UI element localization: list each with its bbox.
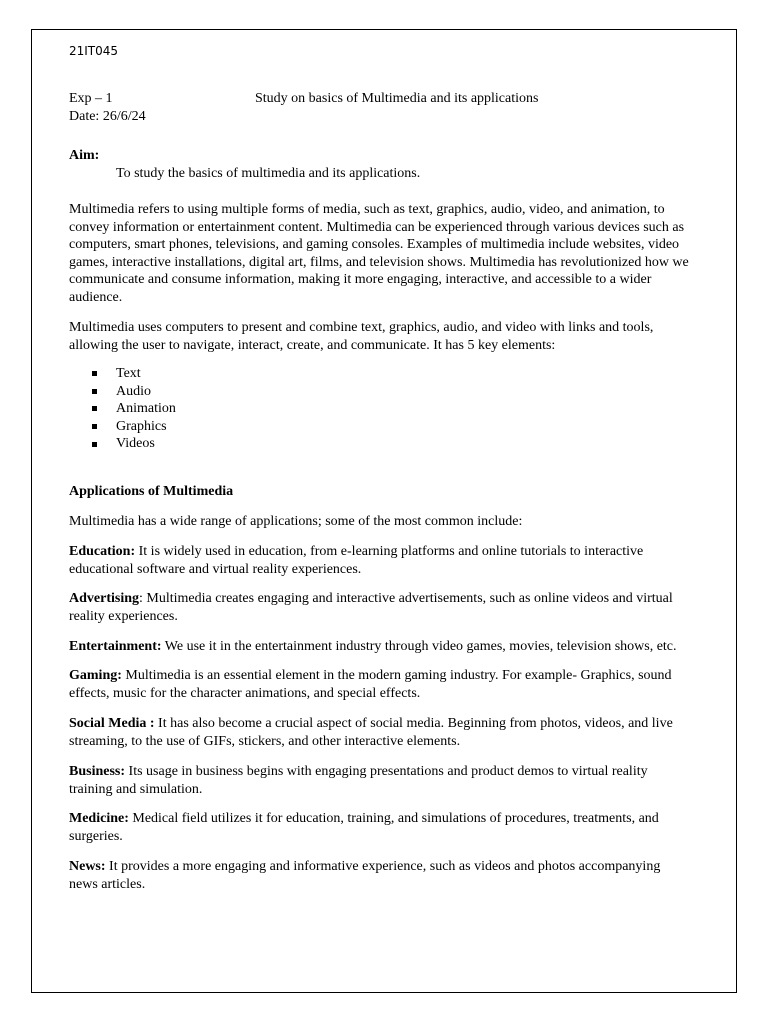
bullet-icon xyxy=(92,406,97,411)
document-title: Study on basics of Multimedia and its applications xyxy=(255,91,539,106)
elements-line: Multimedia uses computers to present and combine text, graphics, audio, and video with links and tools, xyxy=(69,320,654,335)
applications-intro: Multimedia has a wide range of applications; some of the most common include: xyxy=(69,514,523,529)
application-label: Advertising xyxy=(69,591,139,606)
aim-heading: Aim: xyxy=(69,148,100,163)
intro-line: communicate and consume information, making it more engaging, interactive, and accessible to a wider xyxy=(69,272,652,288)
application-label: Gaming: xyxy=(69,668,122,683)
list-item: Animation xyxy=(92,400,176,418)
application-label: Entertainment: xyxy=(69,639,162,654)
application-entertainment: Entertainment: We use it in the entertainment industry through video games, movies, television shows, etc. xyxy=(69,639,677,654)
application-education: Education: It is widely used in education, from e-learning platforms and online tutorials to interactive educational software and virtual reality experiences. xyxy=(69,544,644,577)
student-id: 21IT045 xyxy=(69,44,119,58)
application-label: Medicine: xyxy=(69,811,129,826)
application-medicine: Medicine: Medical field utilizes it for education, training, and simulations of procedures, treatments, and surgeries. xyxy=(69,811,659,844)
bullet-icon xyxy=(92,371,97,376)
intro-line: computers, smart phones, televisions, and gaming consoles. Examples of multimedia include websites, video xyxy=(69,237,680,253)
intro-line: games, interactive installations, digital art, films, and television shows. Multimedia has revolutionized how we xyxy=(69,254,689,270)
intro-line: convey information or entertainment content. Multimedia can be experienced through various devices such as xyxy=(69,219,685,235)
application-news: News: It provides a more engaging and informative experience, such as videos and photos accompanying news articles. xyxy=(69,859,661,892)
elements-list xyxy=(92,365,176,453)
list-item: Graphics xyxy=(92,418,176,436)
list-item: Audio xyxy=(92,383,176,401)
application-social-media: Social Media : It has also become a crucial aspect of social media. Beginning from photos, videos, and live streaming, to the use of GIFs, stickers, and other interactive elements. xyxy=(69,716,673,749)
application-label: Social Media : xyxy=(69,716,155,731)
intro-line: Multimedia refers to using multiple forms of media, such as text, graphics, audio, video, and animation, to xyxy=(69,202,665,217)
applications-heading: Applications of Multimedia xyxy=(69,484,234,499)
bullet-icon xyxy=(92,424,97,429)
list-item: Videos xyxy=(92,435,176,453)
application-gaming: Gaming: Multimedia is an essential element in the modern gaming industry. For example- Graphics, sound effects, music for the character animations, and special effects. xyxy=(69,668,672,701)
intro-paragraph xyxy=(69,201,709,307)
application-label: Business: xyxy=(69,764,126,779)
bullet-icon xyxy=(92,389,97,394)
application-label: News: xyxy=(69,859,106,874)
application-label: Education: xyxy=(69,544,136,559)
aim-text: To study the basics of multimedia and its applications. xyxy=(116,166,421,181)
application-business: Business: Its usage in business begins with engaging presentations and product demos to virtual reality training and simulation. xyxy=(69,764,648,797)
bullet-icon xyxy=(92,442,97,447)
application-advertising: Advertising: Multimedia creates engaging and interactive advertisements, such as online videos and virtual reality experiences. xyxy=(69,591,673,624)
elements-line: allowing the user to navigate, interact, create, and communicate. It has 5 key elements: xyxy=(69,337,556,353)
intro-line: audience. xyxy=(69,289,123,305)
list-item: Text xyxy=(92,365,176,383)
elements-paragraph xyxy=(69,319,709,354)
date: Date: 26/6/24 xyxy=(69,109,146,124)
exp-label: Exp – 1 xyxy=(69,91,113,106)
